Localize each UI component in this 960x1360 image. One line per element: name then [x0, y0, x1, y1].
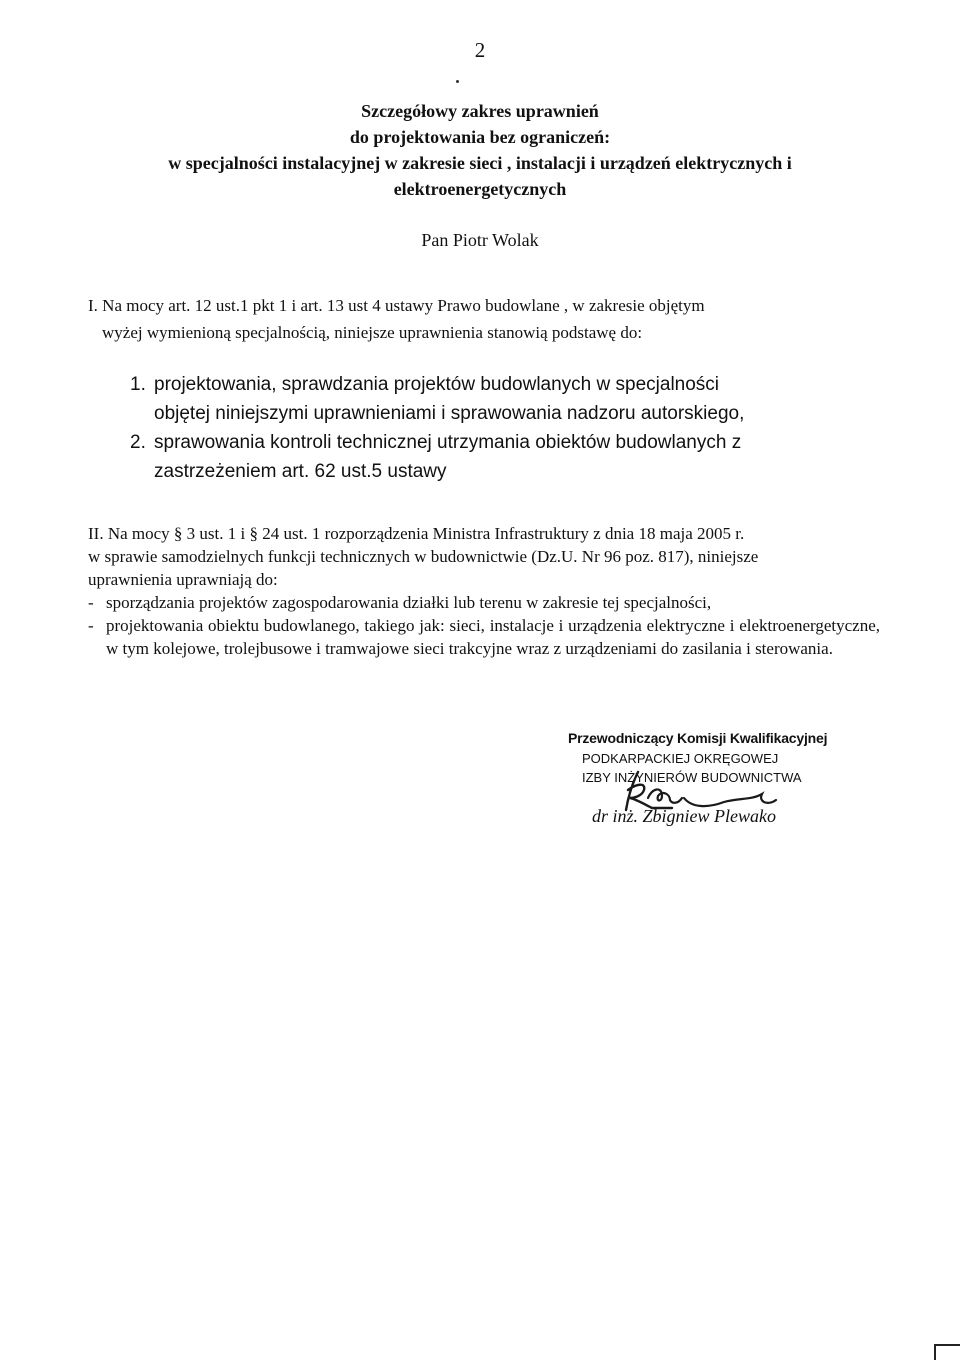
section-two-line: w sprawie samodzielnych funkcji technicznych w budownictwie (Dz.U. Nr 96 poz. 817), niniejsze	[88, 547, 759, 566]
list-item-line: projektowania, sprawdzania projektów budowlanych w specjalności	[154, 374, 720, 395]
list-item-line: sprawowania kontroli technicznej utrzymania obiektów budowlanych z	[154, 432, 742, 453]
section-one	[88, 292, 828, 346]
dash-bullet: -	[88, 616, 94, 635]
document-title	[60, 98, 900, 202]
list-item-number: 1.	[130, 374, 146, 395]
section-two	[88, 522, 880, 660]
list-item	[130, 428, 830, 486]
list-item-number: 2.	[130, 432, 146, 453]
list-item-text	[154, 428, 830, 486]
stamp-chair-title: Przewodniczący Komisji Kwalifikacyjnej	[568, 730, 828, 746]
title-line: elektroenergetycznych	[393, 179, 567, 199]
section-two-line: II. Na mocy § 3 ust. 1 i § 24 ust. 1 rozporządzenia Ministra Infrastruktury z dnia 18 maja 2005 r.	[88, 524, 745, 543]
signatory-name: dr inż. Zbigniew Plewako	[592, 806, 776, 826]
list-item-text	[154, 370, 830, 428]
dash-bullet: -	[88, 593, 94, 612]
authority-list	[130, 370, 830, 486]
title-line: w specjalności instalacyjnej w zakresie sieci , instalacji i urządzeń elektrycznych i	[168, 153, 792, 173]
list-item-line: zastrzeżeniem art. 62 ust.5 ustawy	[154, 461, 447, 482]
page-number: 2	[474, 38, 486, 62]
section-one-line: wyżej wymienioną specjalnością, niniejsze uprawnienia stanowią podstawę do:	[102, 323, 643, 342]
dash-item-text: sporządzania projektów zagospodarowania działki lub terenu w zakresie tej specjalności,	[106, 593, 712, 612]
stamp-chamber-line: IZBY INŻYNIERÓW BUDOWNICTWA	[582, 770, 802, 785]
recipient-name: Pan Piotr Wolak	[421, 230, 539, 250]
dash-list-item	[88, 614, 880, 660]
title-line: Szczegółowy zakres uprawnień	[361, 101, 599, 121]
section-two-line: uprawnienia uprawniają do:	[88, 570, 278, 589]
dash-list-item	[88, 591, 880, 614]
title-line: do projektowania bez ograniczeń:	[349, 127, 611, 147]
list-item	[130, 370, 830, 428]
section-one-line: I. Na mocy art. 12 ust.1 pkt 1 i art. 13 ust 4 ustawy Prawo budowlane , w zakresie objętym	[88, 296, 705, 315]
scan-speck	[456, 80, 459, 83]
scan-corner-mark	[934, 1344, 960, 1360]
stamp-chamber-line: PODKARPACKIEJ OKRĘGOWEJ	[582, 751, 779, 766]
dash-item-text: projektowania obiektu budowlanego, takiego jak: sieci, instalacje i urządzenia elektryczne i elektroenergetyczne, w tym kolejowe, trolejbusowe i tramwajowe sieci trakcyjne wraz z urządzeniami do zasilania i sterowania.	[106, 616, 880, 658]
list-item-line: objętej niniejszymi uprawnieniami i sprawowania nadzoru autorskiego,	[154, 403, 745, 424]
